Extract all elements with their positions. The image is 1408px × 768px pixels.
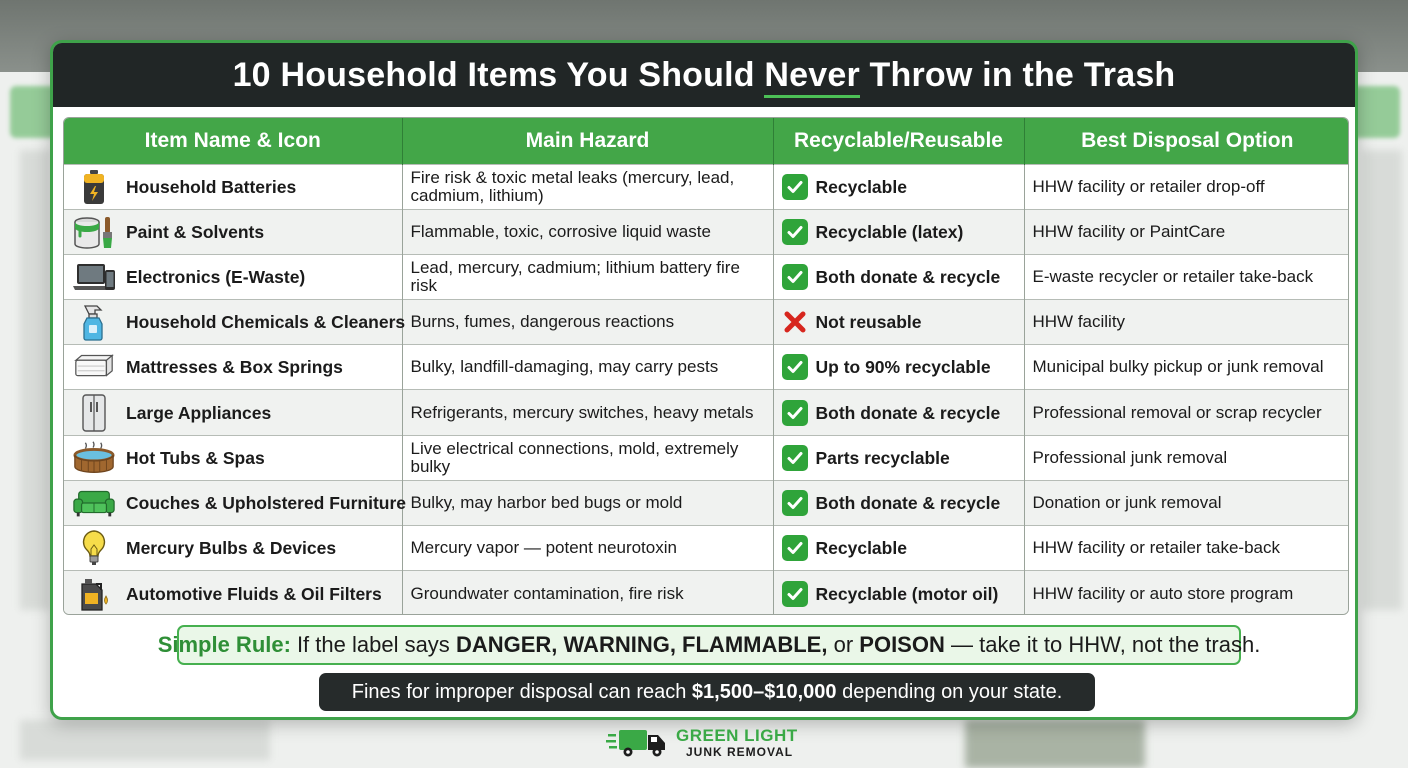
checkmark-icon (782, 174, 808, 200)
cell-item (64, 571, 402, 615)
item-name: Large Appliances (126, 402, 272, 423)
brand-logo (606, 726, 798, 762)
spray-bottle-icon (72, 304, 116, 340)
fines-amount: $1,500–$10,000 (691, 680, 837, 703)
table-row (64, 390, 1349, 435)
battery-icon (72, 169, 116, 205)
checkmark-icon (782, 445, 808, 471)
cell-item (64, 390, 402, 435)
rule-lead: Simple Rule: (157, 632, 291, 657)
cell-recyclable (773, 435, 1024, 480)
recyclable-status: Parts recyclable (815, 447, 950, 468)
item-name: Couches & Upholstered Furniture (126, 492, 407, 513)
checkmark-icon (782, 219, 808, 245)
hot-tub-icon (72, 440, 116, 476)
header-recyclable: Recyclable/Reusable (773, 118, 1024, 164)
cell-disposal: Municipal bulky pickup or junk removal (1024, 345, 1349, 390)
cell-item (64, 300, 406, 345)
mattress-icon (72, 349, 116, 385)
header-disposal: Best Disposal Option (1024, 118, 1349, 164)
cell-item (64, 526, 402, 571)
cell-recyclable (773, 480, 1024, 525)
cell-disposal: HHW facility (1024, 300, 1349, 345)
recyclable-status: Not reusable (815, 312, 922, 333)
table-row (64, 300, 1349, 345)
recyclable-status: Up to 90% recyclable (815, 357, 991, 378)
table-row (64, 480, 1349, 525)
table-row (64, 209, 1349, 254)
background-thumbnail (965, 720, 1145, 768)
cell-hazard: Fire risk & toxic metal leaks (mercury, lead, cadmium, lithium) (402, 164, 773, 209)
table-row (64, 254, 1349, 299)
cell-disposal: Donation or junk removal (1024, 480, 1349, 525)
header-hazard: Main Hazard (402, 118, 773, 164)
cell-hazard: Mercury vapor — potent neurotoxin (402, 526, 773, 571)
item-name: Paint & Solvents (126, 221, 265, 242)
cross-icon (782, 309, 808, 335)
recyclable-status: Both donate & recycle (815, 266, 1001, 287)
item-name: Automotive Fluids & Oil Filters (126, 583, 382, 604)
item-name: Mercury Bulbs & Devices (126, 538, 337, 559)
couch-icon (72, 485, 116, 521)
cell-hazard: Flammable, toxic, corrosive liquid waste (402, 209, 773, 254)
table-row (64, 345, 1349, 390)
recyclable-status: Both donate & recycle (815, 492, 1001, 513)
cell-hazard: Bulky, landfill-damaging, may carry pests (402, 345, 773, 390)
cell-disposal: Professional junk removal (1024, 435, 1349, 480)
oil-jug-icon (72, 576, 116, 612)
table-row (64, 164, 1349, 209)
cell-disposal: HHW facility or PaintCare (1024, 209, 1349, 254)
cell-item (64, 209, 402, 254)
cell-hazard: Live electrical connections, mold, extremely bulky (402, 435, 773, 480)
title-bar (53, 43, 1355, 107)
recyclable-status: Recyclable (815, 176, 907, 197)
disposal-table (64, 118, 1349, 615)
checkmark-icon (782, 535, 808, 561)
header-item: Item Name & Icon (64, 118, 402, 164)
table-row (64, 526, 1349, 571)
infographic-card (50, 40, 1358, 720)
cell-item (64, 345, 402, 390)
light-bulb-icon (72, 530, 116, 566)
cell-item (64, 164, 402, 209)
disposal-table-wrapper (63, 117, 1349, 615)
table-row (64, 435, 1349, 480)
background-footer-left (20, 720, 270, 760)
cell-disposal: E-waste recycler or retailer take-back (1024, 254, 1349, 299)
page-title: 10 Household Items You Should Never Throw in the Trash (233, 56, 1176, 95)
recyclable-status: Recyclable (815, 538, 907, 559)
cell-disposal: HHW facility or retailer take-back (1024, 526, 1349, 571)
checkmark-icon (782, 264, 808, 290)
background-sidebar (20, 150, 50, 610)
cell-hazard: Burns, fumes, dangerous reactions (402, 300, 773, 345)
cell-disposal: HHW facility or auto store program (1024, 571, 1349, 615)
item-name: Household Chemicals & Cleaners (126, 312, 406, 333)
cell-recyclable (773, 164, 1024, 209)
item-name: Household Batteries (126, 176, 297, 197)
cell-item (64, 480, 407, 525)
checkmark-icon (782, 581, 808, 607)
cell-item (64, 435, 402, 480)
cell-hazard: Lead, mercury, cadmium; lithium battery fire risk (402, 254, 773, 299)
truck-icon (606, 725, 670, 764)
cell-hazard: Groundwater contamination, fire risk (402, 571, 773, 615)
cell-disposal: HHW facility or retailer drop-off (1024, 164, 1349, 209)
checkmark-icon (782, 490, 808, 516)
cell-recyclable (773, 526, 1024, 571)
checkmark-icon (782, 354, 808, 380)
refrigerator-icon (72, 395, 116, 431)
fines-banner: Fines for improper disposal can reach $1,500–$10,000 depending on your state. (319, 673, 1095, 711)
recyclable-status: Recyclable (motor oil) (815, 583, 999, 604)
recyclable-status: Both donate & recycle (815, 402, 1001, 423)
paint-can-icon (72, 214, 116, 250)
cell-recyclable (773, 390, 1024, 435)
cell-recyclable (773, 300, 1024, 345)
cell-disposal: Professional removal or scrap recycler (1024, 390, 1349, 435)
title-highlight: Never (764, 56, 860, 98)
cell-hazard: Bulky, may harbor bed bugs or mold (402, 480, 773, 525)
cell-recyclable (773, 254, 1024, 299)
simple-rule-box: Simple Rule: If the label says DANGER, WARNING, FLAMMABLE, or POISON — take it to HHW, not the trash. (177, 625, 1241, 665)
checkmark-icon (782, 400, 808, 426)
recyclable-status: Recyclable (latex) (815, 221, 964, 242)
table-row (64, 571, 1349, 615)
item-name: Mattresses & Box Springs (126, 357, 343, 378)
cell-recyclable (773, 345, 1024, 390)
cell-recyclable (773, 209, 1024, 254)
logo-line1: GREEN LIGHT (676, 726, 798, 745)
cell-item (64, 254, 402, 299)
cell-hazard: Refrigerants, mercury switches, heavy metals (402, 390, 773, 435)
table-header-row (64, 118, 1349, 164)
background-right-column (1362, 150, 1402, 610)
cell-recyclable (773, 571, 1024, 615)
item-name: Electronics (E-Waste) (126, 266, 306, 287)
logo-line2: JUNK REMOVAL (686, 745, 794, 759)
item-name: Hot Tubs & Spas (126, 447, 265, 468)
laptop-phone-icon (72, 259, 116, 295)
